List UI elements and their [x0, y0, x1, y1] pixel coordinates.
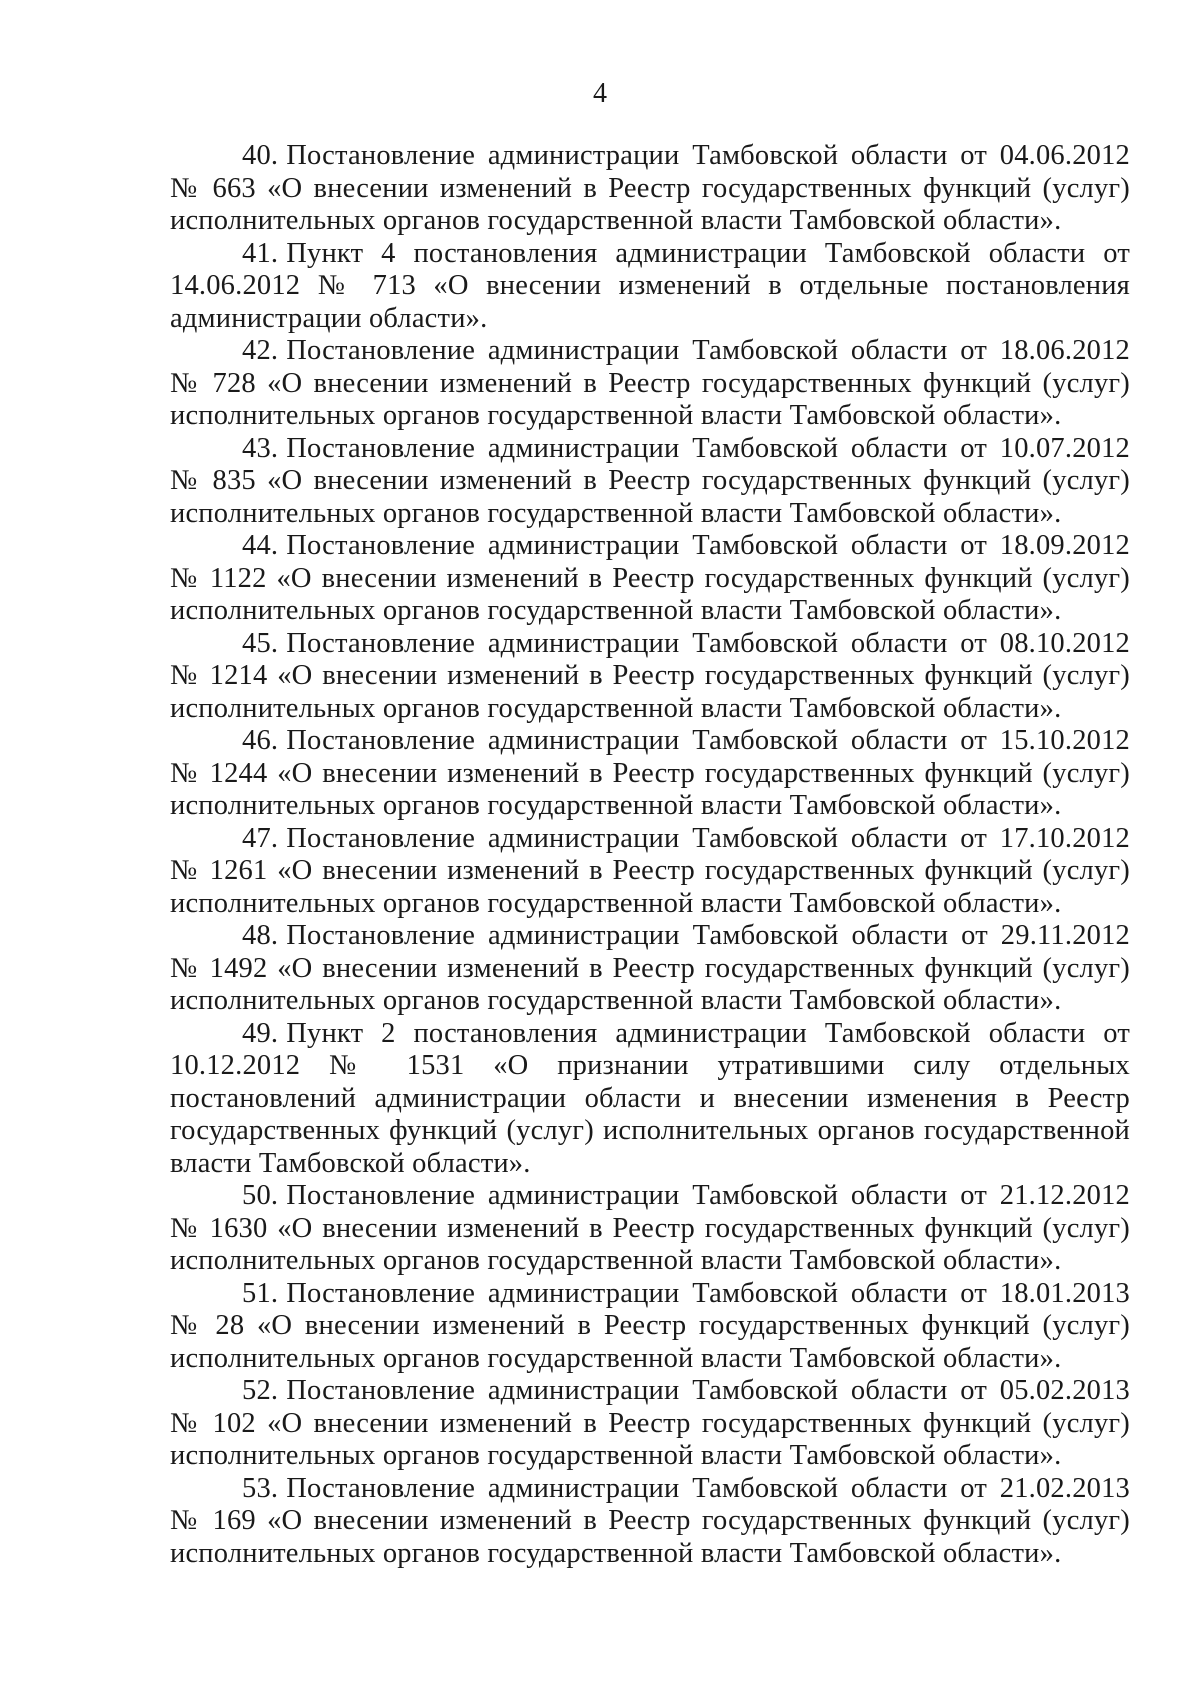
item-text: Постановление администрации Тамбовской области от 18.06.2012 № 728 «О внесении изменений в Реестр государственных функций (услуг) исполнительных органов государственной власти Тамбовской области». — [170, 335, 1130, 431]
list-item — [170, 1018, 1130, 1181]
list-item — [170, 823, 1130, 921]
list-item — [170, 530, 1130, 628]
item-text: Постановление администрации Тамбовской области от 08.10.2012 № 1214 «О внесении изменений в Реестр государственных функций (услуг) исполнительных органов государственной власти Тамбовской области». — [170, 627, 1130, 724]
item-text: Постановление администрации Тамбовской области от 05.02.2013 № 102 «О внесении изменений в Реестр государственных функций (услуг) исполнительных органов государственной власти Тамбовской области». — [170, 1375, 1130, 1471]
list-item — [170, 1180, 1130, 1278]
document-body — [170, 140, 1130, 1570]
item-text: Постановление администрации Тамбовской области от 21.02.2013 № 169 «О внесении изменений в Реестр государственных функций (услуг) исполнительных органов государственной власти Тамбовской области». — [170, 1472, 1130, 1569]
list-item — [170, 725, 1130, 823]
list-item — [170, 433, 1130, 531]
item-number: 47. — [242, 822, 279, 854]
item-number: 45. — [242, 627, 279, 659]
item-text: Постановление администрации Тамбовской области от 29.11.2012 № 1492 «О внесении изменений в Реестр государственных функций (услуг) исполнительных органов государственной власти Тамбовской области». — [170, 920, 1130, 1016]
item-text: Пункт 4 постановления администрации Тамбовской области от 14.06.2012 № 713 «О внесении изменений в отдельные постановления администрации области». — [170, 237, 1130, 334]
item-text: Постановление администрации Тамбовской области от 17.10.2012 № 1261 «О внесении изменений в Реестр государственных функций (услуг) исполнительных органов государственной власти Тамбовской области». — [170, 822, 1130, 919]
item-text: Постановление администрации Тамбовской области от 21.12.2012 № 1630 «О внесении изменений в Реестр государственных функций (услуг) исполнительных органов государственной власти Тамбовской области». — [170, 1180, 1130, 1276]
list-item — [170, 140, 1130, 238]
item-text: Постановление администрации Тамбовской области от 18.09.2012 № 1122 «О внесении изменений в Реестр государственных функций (услуг) исполнительных органов государственной власти Тамбовской области». — [170, 530, 1130, 626]
item-number: 50. — [242, 1180, 279, 1211]
list-item — [170, 335, 1130, 433]
item-number: 49. — [242, 1017, 279, 1049]
item-number: 42. — [242, 335, 279, 366]
list-item — [170, 1375, 1130, 1473]
item-number: 46. — [242, 725, 279, 756]
item-number: 51. — [242, 1277, 279, 1309]
list-item — [170, 238, 1130, 336]
item-text: Пункт 2 постановления администрации Тамбовской области от 10.12.2012 № 1531 «О признании утратившими силу отдельных постановлений администрации области и внесении изменения в Реестр государственных функций (услуг) исполнительных органов государственной власти Тамбовской области». — [170, 1017, 1130, 1179]
list-item — [170, 1278, 1130, 1376]
item-text: Постановление администрации Тамбовской области от 15.10.2012 № 1244 «О внесении изменений в Реестр государственных функций (услуг) исполнительных органов государственной власти Тамбовской области». — [170, 725, 1130, 821]
page-number: 4 — [593, 78, 607, 109]
item-number: 52. — [242, 1375, 279, 1406]
list-item — [170, 920, 1130, 1018]
item-text: Постановление администрации Тамбовской области от 10.07.2012 № 835 «О внесении изменений в Реестр государственных функций (услуг) исполнительных органов государственной власти Тамбовской области». — [170, 432, 1130, 529]
item-number: 41. — [242, 237, 279, 269]
item-number: 43. — [242, 432, 279, 464]
list-item — [170, 1473, 1130, 1571]
item-number: 48. — [242, 920, 279, 951]
item-number: 44. — [242, 530, 279, 561]
item-text: Постановление администрации Тамбовской области от 04.06.2012 № 663 «О внесении изменений в Реестр государственных функций (услуг) исполнительных органов государственной власти Тамбовской области». — [170, 140, 1130, 236]
item-text: Постановление администрации Тамбовской области от 18.01.2013 № 28 «О внесении изменений в Реестр государственных функций (услуг) исполнительных органов государственной власти Тамбовской области». — [170, 1277, 1130, 1374]
item-number: 53. — [242, 1472, 279, 1504]
list-item — [170, 628, 1130, 726]
item-number: 40. — [242, 140, 279, 171]
